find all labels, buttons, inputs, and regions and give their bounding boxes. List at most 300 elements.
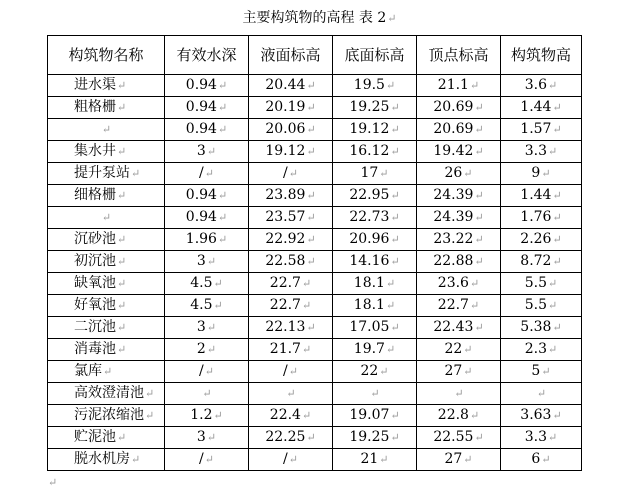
paragraph-mark-icon: ↵ xyxy=(117,299,127,312)
value-cell xyxy=(417,185,501,207)
table-row xyxy=(48,405,582,427)
value-cell xyxy=(165,405,249,427)
cell-text: 21 xyxy=(360,451,379,467)
paragraph-mark-icon: ↵ xyxy=(117,145,127,158)
cell-text: 污泥浓缩池 xyxy=(74,407,144,423)
cell-text: 好氧池 xyxy=(74,297,116,313)
structure-name-cell xyxy=(48,97,165,119)
cell-text: 3.3 xyxy=(524,429,548,445)
table-row xyxy=(48,317,582,339)
paragraph-mark-icon: ↵ xyxy=(379,365,389,378)
cell-text: 21.7 xyxy=(269,341,301,357)
paragraph-mark-icon: ↵ xyxy=(217,189,228,202)
value-cell xyxy=(249,229,333,251)
structure-name-cell xyxy=(48,273,165,295)
value-cell xyxy=(333,317,417,339)
value-cell xyxy=(417,339,501,361)
cell-text: / xyxy=(199,363,204,379)
cell-text: 22.55 xyxy=(433,429,474,445)
structure-name-cell xyxy=(48,295,165,317)
table-row xyxy=(48,273,582,295)
value-cell xyxy=(249,97,333,119)
cell-text: / xyxy=(199,165,204,181)
cell-text: 初沉池 xyxy=(74,253,116,269)
value-cell xyxy=(333,361,417,383)
paragraph-mark-icon: ↵ xyxy=(306,123,316,136)
column-header: 构筑物高 xyxy=(501,36,582,75)
paragraph-mark-icon: ↵ xyxy=(390,431,400,444)
paragraph-mark-icon: ↵ xyxy=(469,277,480,290)
value-cell xyxy=(333,163,417,185)
cell-text: 1.57 xyxy=(520,121,552,137)
cell-text: 22.92 xyxy=(265,231,306,247)
cell-text: 23.6 xyxy=(437,275,469,291)
paragraph-mark-icon: ↵ xyxy=(103,365,113,378)
cell-text: 19.07 xyxy=(349,407,390,423)
value-cell xyxy=(417,405,501,427)
empty-cell xyxy=(165,383,249,405)
value-cell xyxy=(249,427,333,449)
value-cell xyxy=(501,339,582,361)
cell-text: 19.7 xyxy=(353,341,385,357)
value-cell xyxy=(501,163,582,185)
value-cell xyxy=(249,75,333,97)
value-cell xyxy=(333,405,417,427)
paragraph-mark-icon: ↵ xyxy=(469,299,480,312)
paragraph-mark-icon: ↵ xyxy=(390,189,400,202)
cell-text: 5.5 xyxy=(524,275,548,291)
paragraph-mark-icon: ↵ xyxy=(204,453,214,466)
cell-text: 22.88 xyxy=(433,253,474,269)
paragraph-mark-icon: ↵ xyxy=(536,387,547,400)
paragraph-mark-icon: ↵ xyxy=(48,476,58,489)
cell-text: 0.94 xyxy=(185,121,217,137)
value-cell xyxy=(501,97,582,119)
cell-text: 脱水机房 xyxy=(74,451,130,467)
paragraph-mark-icon: ↵ xyxy=(306,211,316,224)
value-cell xyxy=(249,449,333,471)
paragraph-mark-icon: ↵ xyxy=(474,255,484,268)
value-cell xyxy=(249,273,333,295)
value-cell xyxy=(333,75,417,97)
paragraph-mark-icon: ↵ xyxy=(301,343,312,356)
table-row xyxy=(48,75,582,97)
structure-name-cell xyxy=(48,229,165,251)
cell-text: 集水井 xyxy=(74,143,116,159)
cell-text: 23.57 xyxy=(265,209,306,225)
table-header-row xyxy=(48,36,582,75)
value-cell xyxy=(501,449,582,471)
structure-name-cell xyxy=(48,405,165,427)
column-header: 构筑物名称 xyxy=(48,36,165,75)
value-cell xyxy=(417,273,501,295)
cell-text: 3 xyxy=(196,429,206,445)
value-cell xyxy=(333,295,417,317)
cell-text: 9 xyxy=(531,165,541,181)
value-cell xyxy=(249,141,333,163)
cell-text: / xyxy=(199,451,204,467)
value-cell xyxy=(249,163,333,185)
cell-text: 20.69 xyxy=(433,121,474,137)
cell-text: 高效澄清池 xyxy=(74,385,144,401)
cell-text: 5.38 xyxy=(520,319,552,335)
paragraph-mark-icon: ↵ xyxy=(552,189,562,202)
paragraph-mark-icon: ↵ xyxy=(474,101,484,114)
value-cell xyxy=(417,141,501,163)
structure-name-cell xyxy=(48,383,165,405)
empty-cell xyxy=(501,383,582,405)
structure-name-cell xyxy=(48,427,165,449)
paragraph-mark-icon: ↵ xyxy=(469,79,480,92)
value-cell xyxy=(165,339,249,361)
cell-text: 27 xyxy=(444,363,463,379)
paragraph-mark-icon: ↵ xyxy=(469,409,480,422)
cell-text: / xyxy=(283,451,288,467)
cell-text: 2.3 xyxy=(524,341,548,357)
value-cell xyxy=(501,141,582,163)
paragraph-mark-icon: ↵ xyxy=(145,409,155,422)
value-cell xyxy=(417,295,501,317)
value-cell xyxy=(249,405,333,427)
paragraph-mark-icon: ↵ xyxy=(548,277,558,290)
paragraph-mark-icon: ↵ xyxy=(552,211,562,224)
cell-text: 19.25 xyxy=(349,429,390,445)
empty-cell xyxy=(249,383,333,405)
paragraph-mark-icon: ↵ xyxy=(390,409,400,422)
paragraph-mark-icon: ↵ xyxy=(206,321,217,334)
paragraph-mark-icon: ↵ xyxy=(306,321,316,334)
table-row xyxy=(48,339,582,361)
paragraph-mark-icon: ↵ xyxy=(301,277,312,290)
paragraph-mark-icon: ↵ xyxy=(301,409,312,422)
cell-text: 3 xyxy=(196,319,206,335)
cell-text: 1.2 xyxy=(190,407,213,423)
table-row xyxy=(48,163,582,185)
value-cell xyxy=(417,119,501,141)
cell-text: 4.5 xyxy=(190,275,213,291)
cell-text: 氯库 xyxy=(74,363,102,379)
value-cell xyxy=(249,207,333,229)
value-cell xyxy=(165,75,249,97)
paragraph-mark-icon: ↵ xyxy=(131,167,141,180)
cell-text: 23.89 xyxy=(265,187,306,203)
paragraph-mark-icon: ↵ xyxy=(474,431,484,444)
value-cell xyxy=(501,427,582,449)
empty-cell xyxy=(48,119,165,141)
paragraph-mark-icon: ↵ xyxy=(213,277,223,290)
elevation-table xyxy=(47,35,582,471)
cell-text: 19.25 xyxy=(349,99,390,115)
structure-name-cell xyxy=(48,339,165,361)
paragraph-mark-icon: ↵ xyxy=(454,387,464,400)
cell-text: 22.13 xyxy=(265,319,306,335)
paragraph-mark-icon: ↵ xyxy=(217,101,228,114)
paragraph-mark-icon: ↵ xyxy=(206,431,217,444)
cell-text: 22.73 xyxy=(349,209,390,225)
value-cell xyxy=(417,97,501,119)
cell-text: 3 xyxy=(196,253,206,269)
empty-cell xyxy=(333,383,417,405)
cell-text: 2 xyxy=(196,341,206,357)
paragraph-mark-icon: ↵ xyxy=(385,299,396,312)
table-row xyxy=(48,97,582,119)
paragraph-mark-icon: ↵ xyxy=(548,299,558,312)
paragraph-mark-icon: ↵ xyxy=(390,145,400,158)
value-cell xyxy=(501,251,582,273)
cell-text: 3.6 xyxy=(524,77,548,93)
cell-text: 16.12 xyxy=(349,143,390,159)
value-cell xyxy=(165,361,249,383)
paragraph-mark-icon: ↵ xyxy=(213,409,223,422)
value-cell xyxy=(501,119,582,141)
paragraph-mark-icon: ↵ xyxy=(306,79,316,92)
cell-text: 17.05 xyxy=(349,319,390,335)
table-row xyxy=(48,361,582,383)
paragraph-mark-icon: ↵ xyxy=(552,255,562,268)
paragraph-mark-icon: ↵ xyxy=(145,387,155,400)
cell-text: 0.94 xyxy=(185,77,217,93)
cell-text: 提升泵站 xyxy=(74,165,130,181)
cell-text: 24.39 xyxy=(433,187,474,203)
value-cell xyxy=(249,361,333,383)
paragraph-mark-icon: ↵ xyxy=(217,79,228,92)
cell-text: 27 xyxy=(444,451,463,467)
cell-text: 粗格栅 xyxy=(74,99,116,115)
structure-name-cell xyxy=(48,361,165,383)
paragraph-mark-icon: ↵ xyxy=(117,343,127,356)
paragraph-mark-icon: ↵ xyxy=(117,233,127,246)
cell-text: 17 xyxy=(360,165,379,181)
paragraph-mark-icon: ↵ xyxy=(131,453,141,466)
cell-text: 3.3 xyxy=(524,143,548,159)
cell-text: 20.69 xyxy=(433,99,474,115)
value-cell xyxy=(333,97,417,119)
structure-name-cell xyxy=(48,317,165,339)
structure-name-cell xyxy=(48,75,165,97)
structure-name-cell xyxy=(48,185,165,207)
paragraph-mark-icon: ↵ xyxy=(390,211,400,224)
cell-text: 19.5 xyxy=(353,77,385,93)
value-cell xyxy=(333,449,417,471)
cell-text: 20.96 xyxy=(349,231,390,247)
paragraph-mark-icon: ↵ xyxy=(390,233,400,246)
cell-text: 22.7 xyxy=(269,275,301,291)
paragraph-mark-icon: ↵ xyxy=(385,343,396,356)
cell-text: 22.4 xyxy=(269,407,301,423)
table-row xyxy=(48,207,582,229)
paragraph-mark-icon: ↵ xyxy=(541,365,551,378)
paragraph-mark-icon: ↵ xyxy=(306,233,316,246)
paragraph-mark-icon: ↵ xyxy=(288,167,298,180)
cell-text: 19.42 xyxy=(433,143,474,159)
value-cell xyxy=(501,185,582,207)
value-cell xyxy=(165,141,249,163)
structure-name-cell xyxy=(48,163,165,185)
value-cell xyxy=(249,339,333,361)
value-cell xyxy=(417,427,501,449)
column-header: 底面标高 xyxy=(333,36,417,75)
paragraph-mark-icon: ↵ xyxy=(548,343,558,356)
value-cell xyxy=(417,449,501,471)
table-row xyxy=(48,449,582,471)
column-header: 顶点标高 xyxy=(417,36,501,75)
paragraph-mark-icon: ↵ xyxy=(474,123,484,136)
paragraph-mark-icon: ↵ xyxy=(387,12,397,25)
paragraph-mark-icon: ↵ xyxy=(390,321,400,334)
column-header: 液面标高 xyxy=(249,36,333,75)
paragraph-mark-icon: ↵ xyxy=(117,101,127,114)
paragraph-mark-icon: ↵ xyxy=(548,79,558,92)
cell-text: 2.26 xyxy=(520,231,552,247)
cell-text: 5.5 xyxy=(524,297,548,313)
paragraph-mark-icon: ↵ xyxy=(217,233,228,246)
paragraph-mark-icon: ↵ xyxy=(117,255,127,268)
value-cell xyxy=(249,251,333,273)
cell-text: 22.7 xyxy=(437,297,469,313)
paragraph-mark-icon: ↵ xyxy=(306,145,316,158)
paragraph-mark-icon: ↵ xyxy=(117,79,127,92)
value-cell xyxy=(333,207,417,229)
cell-text: 18.1 xyxy=(353,275,385,291)
value-cell xyxy=(333,339,417,361)
empty-cell xyxy=(48,207,165,229)
cell-text: 沉砂池 xyxy=(74,231,116,247)
paragraph-mark-icon: ↵ xyxy=(288,365,298,378)
paragraph-mark-icon: ↵ xyxy=(548,145,558,158)
paragraph-mark-icon: ↵ xyxy=(202,387,212,400)
paragraph-mark-icon: ↵ xyxy=(306,431,316,444)
value-cell xyxy=(501,295,582,317)
paragraph-mark-icon: ↵ xyxy=(385,277,396,290)
paragraph-mark-icon: ↵ xyxy=(552,233,562,246)
value-cell xyxy=(333,251,417,273)
paragraph-mark-icon: ↵ xyxy=(474,145,484,158)
paragraph-mark-icon: ↵ xyxy=(101,211,112,224)
cell-text: 18.1 xyxy=(353,297,385,313)
paragraph-mark-icon: ↵ xyxy=(370,387,380,400)
paragraph-mark-icon: ↵ xyxy=(117,277,127,290)
value-cell xyxy=(501,75,582,97)
cell-text: 23.22 xyxy=(433,231,474,247)
value-cell xyxy=(501,405,582,427)
value-cell xyxy=(333,427,417,449)
cell-text: 1.44 xyxy=(520,99,552,115)
value-cell xyxy=(333,273,417,295)
table-row xyxy=(48,427,582,449)
value-cell xyxy=(249,317,333,339)
paragraph-mark-icon: ↵ xyxy=(286,387,296,400)
value-cell xyxy=(165,295,249,317)
value-cell xyxy=(165,449,249,471)
cell-text: 22.95 xyxy=(349,187,390,203)
paragraph-mark-icon: ↵ xyxy=(463,343,473,356)
value-cell xyxy=(249,295,333,317)
value-cell xyxy=(417,163,501,185)
paragraph-mark-icon: ↵ xyxy=(306,189,316,202)
paragraph-mark-icon: ↵ xyxy=(463,167,473,180)
table-row xyxy=(48,383,582,405)
paragraph-mark-icon: ↵ xyxy=(306,101,316,114)
paragraph-mark-icon: ↵ xyxy=(206,255,217,268)
cell-text: 24.39 xyxy=(433,209,474,225)
paragraph-mark-icon: ↵ xyxy=(213,299,223,312)
paragraph-mark-icon: ↵ xyxy=(474,321,484,334)
value-cell xyxy=(501,317,582,339)
value-cell xyxy=(417,361,501,383)
cell-text: 4.5 xyxy=(190,297,213,313)
paragraph-mark-icon: ↵ xyxy=(379,453,389,466)
table-row xyxy=(48,251,582,273)
table-title xyxy=(0,9,639,28)
paragraph-mark-icon: ↵ xyxy=(204,365,214,378)
cell-text: / xyxy=(283,363,288,379)
cell-text: 22.8 xyxy=(437,407,469,423)
cell-text: 0.94 xyxy=(185,209,217,225)
structure-name-cell xyxy=(48,141,165,163)
value-cell xyxy=(333,229,417,251)
paragraph-mark-icon: ↵ xyxy=(541,167,551,180)
value-cell xyxy=(165,251,249,273)
table-row xyxy=(48,295,582,317)
paragraph-mark-icon: ↵ xyxy=(217,123,228,136)
paragraph-mark-icon: ↵ xyxy=(552,123,562,136)
paragraph-mark-icon: ↵ xyxy=(204,167,214,180)
value-cell xyxy=(417,75,501,97)
value-cell xyxy=(417,251,501,273)
value-cell xyxy=(333,141,417,163)
cell-text: 8.72 xyxy=(520,253,552,269)
value-cell xyxy=(165,163,249,185)
cell-text: 20.19 xyxy=(265,99,306,115)
cell-text: 3.63 xyxy=(520,407,552,423)
cell-text: 22.7 xyxy=(269,297,301,313)
cell-text: 20.06 xyxy=(265,121,306,137)
cell-text: 6 xyxy=(531,451,541,467)
cell-text: 19.12 xyxy=(265,143,306,159)
value-cell xyxy=(249,185,333,207)
paragraph-mark-icon: ↵ xyxy=(117,321,127,334)
paragraph-mark-icon: ↵ xyxy=(474,211,484,224)
cell-text: 消毒池 xyxy=(74,341,116,357)
value-cell xyxy=(165,207,249,229)
paragraph-mark-icon: ↵ xyxy=(117,189,127,202)
value-cell xyxy=(165,317,249,339)
value-cell xyxy=(165,229,249,251)
paragraph-mark-icon: ↵ xyxy=(548,431,558,444)
paragraph-mark-icon: ↵ xyxy=(206,145,217,158)
cell-text: 1.44 xyxy=(520,187,552,203)
paragraph-mark-icon: ↵ xyxy=(474,233,484,246)
value-cell xyxy=(165,273,249,295)
value-cell xyxy=(501,361,582,383)
paragraph-mark-icon: ↵ xyxy=(552,101,562,114)
cell-text: 22.58 xyxy=(265,253,306,269)
paragraph-mark-icon: ↵ xyxy=(463,453,473,466)
table-row xyxy=(48,185,582,207)
paragraph-mark-icon: ↵ xyxy=(379,167,389,180)
cell-text: 22 xyxy=(360,363,379,379)
cell-text: 进水渠 xyxy=(74,77,116,93)
paragraph-mark-icon: ↵ xyxy=(552,321,562,334)
paragraph-mark-icon: ↵ xyxy=(552,409,562,422)
structure-name-cell xyxy=(48,251,165,273)
cell-text: 细格栅 xyxy=(74,187,116,203)
value-cell xyxy=(417,229,501,251)
value-cell xyxy=(165,185,249,207)
paragraph-mark-icon: ↵ xyxy=(474,189,484,202)
paragraph-mark-icon: ↵ xyxy=(206,343,217,356)
cell-text: 22.43 xyxy=(433,319,474,335)
